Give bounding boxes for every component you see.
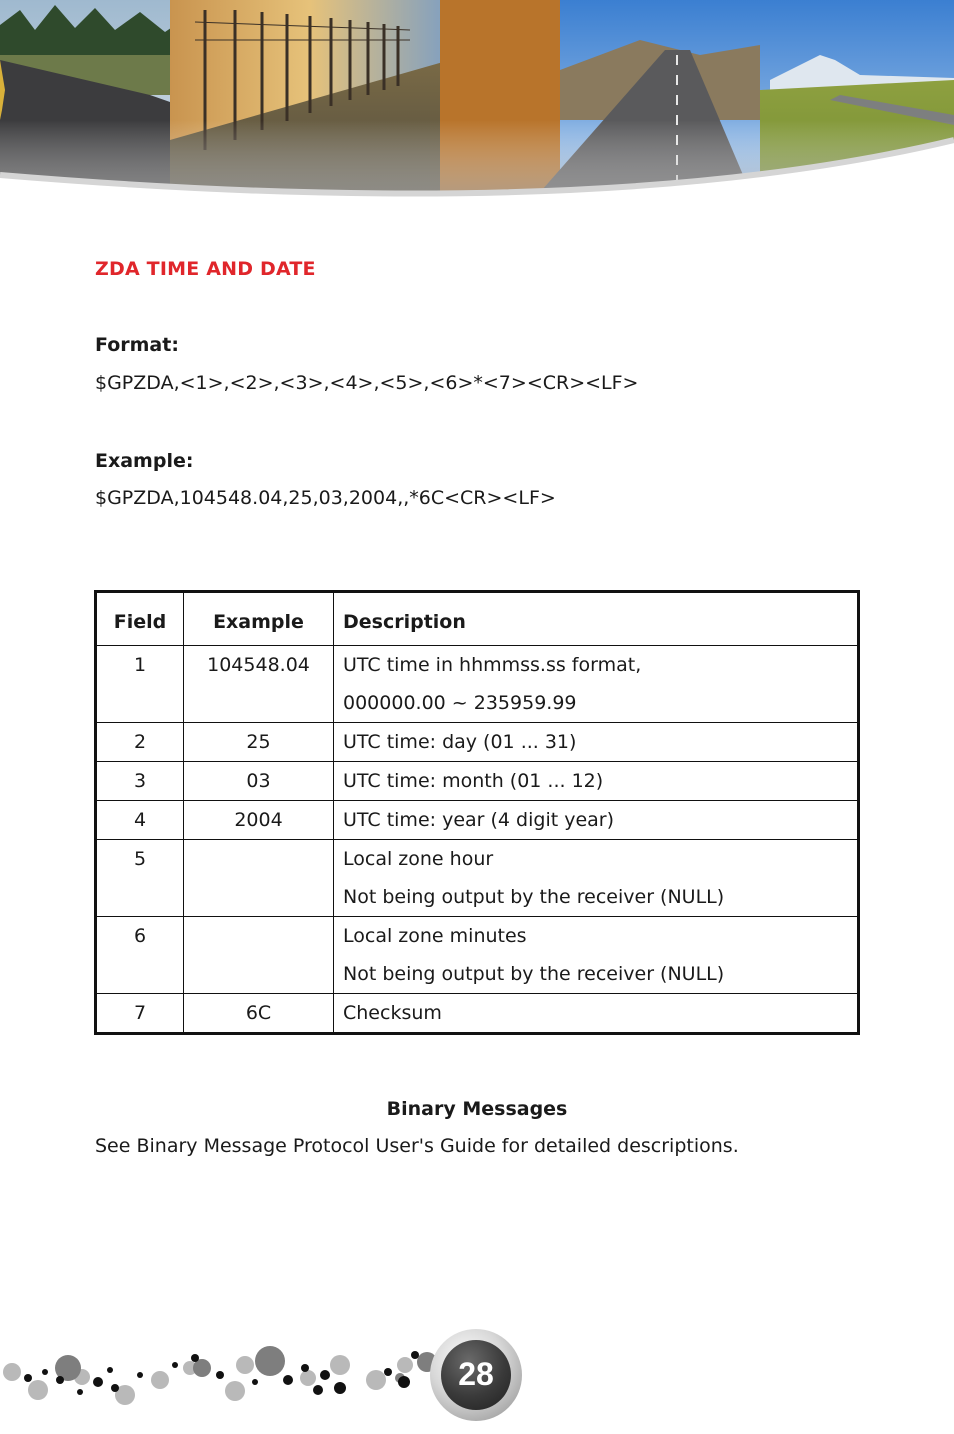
description-line: 000000.00 ~ 235959.99: [343, 692, 577, 714]
cell-example: 25: [184, 723, 334, 762]
description-line: Not being output by the receiver (NULL): [343, 886, 725, 908]
cell-example: 2004: [184, 801, 334, 840]
cell-example: 03: [184, 762, 334, 801]
cell-description: [334, 917, 859, 994]
cell-field: 7: [96, 994, 184, 1034]
table-row: [96, 840, 859, 917]
description-line: Not being output by the receiver (NULL): [343, 963, 725, 985]
cell-description: [334, 840, 859, 917]
cell-field: 1: [96, 646, 184, 723]
table-header-row: [96, 592, 859, 646]
description-line: UTC time: month (01 ... 12): [343, 770, 604, 792]
table-row: [96, 723, 859, 762]
table-row: [96, 762, 859, 801]
header-example: Example: [184, 592, 334, 646]
description-line: UTC time: day (01 ... 31): [343, 731, 577, 753]
cell-field: 2: [96, 723, 184, 762]
cell-description: [334, 994, 859, 1034]
page-number-badge: [430, 1329, 522, 1421]
cell-example: [184, 917, 334, 994]
description-line: UTC time: year (4 digit year): [343, 809, 615, 831]
description-line: Checksum: [343, 1002, 442, 1024]
table-row: [96, 994, 859, 1034]
format-value: $GPZDA,<1>,<2>,<3>,<4>,<5>,<6>*<7><CR><LF>: [95, 372, 639, 394]
page-number-badge-inner: [441, 1340, 511, 1410]
cell-field: 6: [96, 917, 184, 994]
description-line: Local zone hour: [343, 848, 494, 870]
cell-field: 4: [96, 801, 184, 840]
example-value: $GPZDA,104548.04,25,03,2004,,*6C<CR><LF>: [95, 487, 556, 509]
header-field: Field: [96, 592, 184, 646]
footer-dots-decoration: [0, 1320, 440, 1430]
description-line: Local zone minutes: [343, 925, 527, 947]
binary-messages-title: Binary Messages: [386, 1098, 568, 1120]
table-row: [96, 646, 859, 723]
cell-description: [334, 723, 859, 762]
table-row: [96, 801, 859, 840]
cell-description: [334, 762, 859, 801]
cell-description: [334, 801, 859, 840]
description-line: UTC time in hhmmss.ss format,: [343, 654, 642, 676]
cell-example: 104548.04: [184, 646, 334, 723]
page-number: 28: [458, 1355, 494, 1392]
example-label: Example:: [95, 450, 194, 472]
cell-description: [334, 646, 859, 723]
cell-example: [184, 840, 334, 917]
format-label: Format:: [95, 334, 179, 356]
cell-field: 5: [96, 840, 184, 917]
field-table: [94, 590, 860, 1035]
table-row: [96, 917, 859, 994]
header-banner-image: [0, 0, 954, 215]
cell-field: 3: [96, 762, 184, 801]
cell-example: 6C: [184, 994, 334, 1034]
section-title: ZDA TIME AND DATE: [95, 258, 316, 280]
binary-messages-text: See Binary Message Protocol User's Guide for detailed descriptions.: [95, 1135, 739, 1157]
header-description: Description: [334, 592, 859, 646]
